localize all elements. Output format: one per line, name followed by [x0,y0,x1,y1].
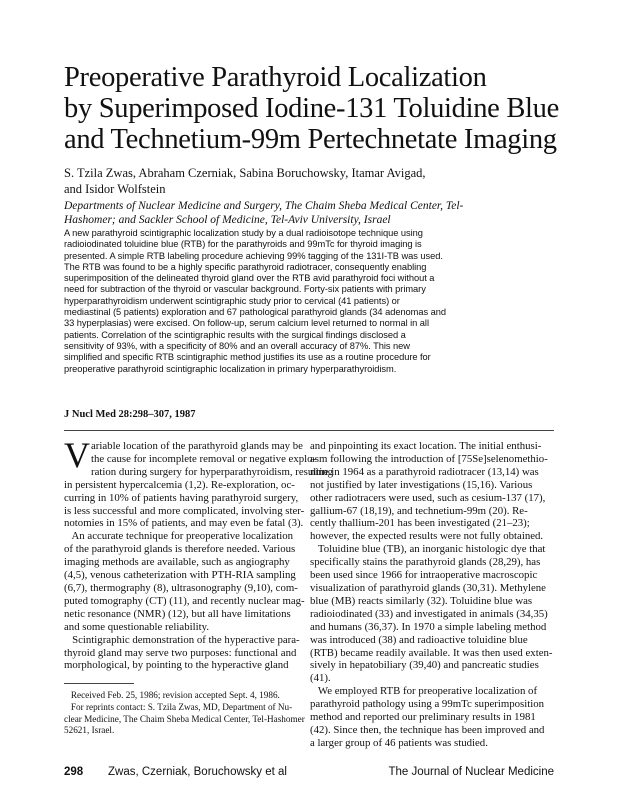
abstract-line: need for subtraction of the thyroid or vascular background. Forty-six patients with primary [64,284,426,295]
body-line: not justified by later investigations (15,16). Various [310,478,533,491]
body-line: asm following the introduction of [75Se]selenomethio- [310,452,548,465]
body-line: imaging methods are available, such as angiography [64,556,290,569]
author-line: and Isidor Wolfstein [64,182,166,196]
abstract-line: A new parathyroid scintigraphic localization study by a dual radioisotope technique using [64,228,423,238]
affiliation-line: Hashomer; and Sackler School of Medicine, Tel-Aviv University, Israel [64,214,391,226]
abstract-line: hyperparathyroidism underwent scintigraphic study prior to cervical (41 patients) or [64,295,400,306]
abstract-line: preoperative parathyroid scintigraphic localization in primary hyperparathyroidism. [64,363,397,374]
body-line: notomies in 15% of patients, and may even be fatal (3). [64,517,304,530]
author-list [64,165,564,197]
page-number: 298 [64,766,84,778]
body-line: sively in hepatobiliary (39,40) and pancreatic studies [310,659,539,672]
body-line: a larger group of 46 patients was studied. [310,736,488,749]
body-line: curring in 10% of patients having parathyroid surgery, [64,491,299,504]
drop-cap: V [64,435,90,475]
affiliation-line: Departments of Nuclear Medicine and Surgery, The Chaim Sheba Medical Center, Tel- [64,200,464,212]
body-line: parathyroid pathology using a 99mTc superimposition [310,698,545,711]
body-line: blue (MB) reacts similarly (32). Toluidine blue was [310,594,533,607]
body-line: method and reported our preliminary results in 1981 [310,711,536,724]
abstract-line: 33 hyperplasias) were excised. On follow-up, serum calcium level returned to normal in all [64,318,429,329]
body-line: (RTB) became readily available. It was then used exten- [310,646,553,659]
footnote-line: 52621, Israel. [64,725,115,736]
abstract-line: simplified and specific RTB scintigraphic method justifies its use as a routine procedure for [64,352,431,363]
body-line: and some questionable reliability. [64,620,210,633]
body-line: (6,7), thermography (8), ultrasonography (9,10), com- [64,581,298,594]
abstract-line: radioiodinated toluidine blue (RTB) for the parathyroids and 99mTc for thyroid imaging is [64,239,422,250]
title-line: Preoperative Parathyroid Localization [64,62,487,93]
body-line: been used since 1966 for intraoperative macroscopic [310,569,538,582]
body-line: netic resonance (NMR) (12), but all have limitations [64,607,291,620]
title-line: by Superimposed Iodine-131 Toluidine Blue [64,93,559,124]
body-column-left [64,435,334,672]
body-line: An accurate technique for preoperative localization [64,530,294,543]
body-line: thyroid gland may serve two purposes: functional and [64,646,297,659]
body-line: (41). [310,672,331,685]
journal-citation: J Nucl Med 28:298–307, 1987 [64,409,196,420]
abstract-line: patients. Correlation of the scintigraphic results with the surgical findings disclosed a [64,329,406,340]
author-line: S. Tzila Zwas, Abraham Czerniak, Sabina Boruchowsky, Itamar Avigad, [64,166,426,180]
body-line: ariable location of the parathyroid glands may be [91,440,303,452]
body-line: other radiotracers were used, such as cesium-137 (17), [310,491,546,504]
body-line: and humans (36,37). In 1970 a simple labeling method [310,620,547,633]
footnote-line: Received Feb. 25, 1986; revision accepted Sept. 4, 1986. [64,690,280,700]
abstract-line: mediastinal (5 patients) exploration and 67 pathological parathyroid glands (34 adenomas and [64,307,446,318]
body-line: Toluidine blue (TB), an inorganic histologic dye that [310,543,546,556]
body-line: cently thallium-201 has been investigated (21–23); [310,517,530,530]
footnote-line: clear Medicine, The Chaim Sheba Medical Center, Tel-Hashomer [64,713,305,724]
abstract [64,228,564,375]
footnotes [64,690,304,737]
body-line: (42). Since then, the technique has been improved and [310,723,545,736]
page-footer [64,766,554,780]
journal-name: The Journal of Nuclear Medicine [388,766,554,778]
body-line: the cause for incomplete removal or negative explo- [91,452,317,465]
body-column-right [310,440,553,750]
body-line: nine in 1964 as a parathyroid radiotracer (13,14) was [310,465,539,478]
right-column-text [310,440,553,750]
body-line: gallium-67 (18,19), and technetium-99m (20). Re- [310,504,528,517]
body-line: is less successful and more complicated, involving ster- [64,504,305,517]
body-line: in persistent hypercalcemia (1,2). Re-exploration, oc- [64,478,295,491]
running-authors: Zwas, Czerniak, Boruchowsky et al [108,766,287,778]
body-line: specifically stains the parathyroid glands (28,29), has [310,556,541,569]
footnote-divider [64,683,134,684]
abstract-line: sensitivity of 93%, with a specificity of 80% and an overall accuracy of 87%. This new [64,340,410,351]
section-divider [64,430,554,431]
body-line: was introduced (38) and radioactive toluidine blue [310,633,528,646]
body-line: Scintigraphic demonstration of the hyperactive para- [64,633,300,646]
affiliation [64,199,564,227]
article-title [64,62,584,155]
abstract-line: superimposition of the delineated thyroid gland over the RTB avid parathyroid foci without a [64,273,435,284]
footnote-line: For reprints contact: S. Tzila Zwas, MD, Department of Nu- [64,701,293,712]
body-line: however, the expected results were not fully obtained. [310,530,544,543]
body-line: puted tomography (CT) (11), and recently nuclear mag- [64,594,305,607]
body-line: visualization of parathyroid glands (30,31). Methylene [310,581,546,594]
left-column-text [64,435,334,672]
body-line: of the parathyroid glands is therefore needed. Various [64,543,296,556]
body-line: morphological, by pointing to the hyperactive gland [64,659,289,672]
body-line: ration during surgery for hyperparathyroidism, resulting [91,465,334,478]
body-line: We employed RTB for preoperative localization of [310,685,538,698]
body-line: and pinpointing its exact location. The initial enthusi- [310,440,542,452]
title-line: and Technetium-99m Pertechnetate Imaging [64,124,557,155]
body-line: radioiodinated (33) and investigated in animals (34,35) [310,607,548,620]
abstract-line: presented. A simple RTB labeling procedure achieving 99% tagging of the 131I-TB was used. [64,250,443,261]
abstract-line: The RTB was found to be a highly specific parathyroid radiotracer, consequently enabling [64,261,427,272]
body-line: (4,5), venous catheterization with PTH-RIA sampling [64,569,296,582]
